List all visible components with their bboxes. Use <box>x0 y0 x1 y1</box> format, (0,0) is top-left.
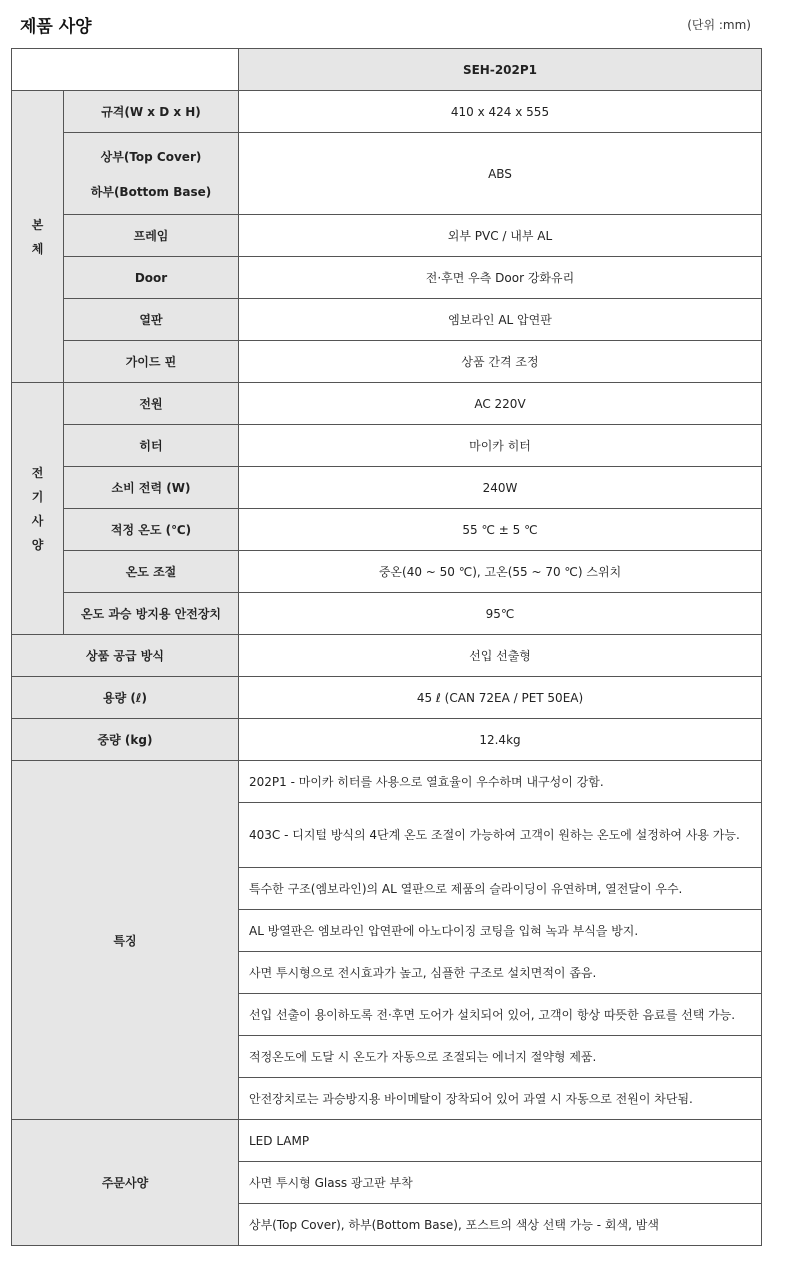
row-label: 열판 <box>64 299 239 341</box>
option-item: LED LAMP <box>239 1120 762 1162</box>
model-name: SEH-202P1 <box>239 49 762 91</box>
table-row <box>12 593 762 635</box>
row-value: 선입 선출형 <box>239 635 762 677</box>
row-value: 55 ℃ ± 5 ℃ <box>239 509 762 551</box>
row-label <box>64 133 239 215</box>
row-value: 중온(40 ~ 50 ℃), 고온(55 ~ 70 ℃) 스위치 <box>239 551 762 593</box>
table-row <box>12 383 762 425</box>
row-label: 온도 조절 <box>64 551 239 593</box>
feature-item: 안전장치로는 과승방지용 바이메탈이 장착되어 있어 과열 시 자동으로 전원이 차단됨. <box>239 1078 762 1120</box>
model-row <box>12 49 762 91</box>
group-label-electric <box>12 383 64 635</box>
row-label: 소비 전력 (W) <box>64 467 239 509</box>
unit-label: (단위 :mm) <box>687 18 751 32</box>
table-row <box>12 91 762 133</box>
options-label: 주문사양 <box>12 1120 239 1246</box>
feature-item: 사면 투시형으로 전시효과가 높고, 심플한 구조로 설치면적이 좁음. <box>239 952 762 994</box>
row-label: 온도 과승 방지용 안전장치 <box>64 593 239 635</box>
group-char: 체 <box>31 241 44 256</box>
row-label-top: 상부(Top Cover) <box>100 149 202 164</box>
row-value: 상품 간격 조정 <box>239 341 762 383</box>
row-value: 240W <box>239 467 762 509</box>
feature-item: AL 방열판은 엠보라인 압연판에 아노다이징 코팅을 입혀 녹과 부식을 방지. <box>239 910 762 952</box>
table-row <box>12 509 762 551</box>
option-item: 상부(Top Cover), 하부(Bottom Base), 포스트의 색상 선택 가능 - 회색, 밤색 <box>239 1204 762 1246</box>
row-label: 프레임 <box>64 215 239 257</box>
row-value: 전·후면 우측 Door 강화유리 <box>239 257 762 299</box>
table-row <box>12 1120 762 1162</box>
feature-item: 특수한 구조(엠보라인)의 AL 열판으로 제품의 슬라이딩이 유연하며, 열전달이 우수. <box>239 868 762 910</box>
feature-item: 적정온도에 도달 시 온도가 자동으로 조절되는 에너지 절약형 제품. <box>239 1036 762 1078</box>
row-value: ABS <box>239 133 762 215</box>
row-label: 전원 <box>64 383 239 425</box>
row-label: 용량 (ℓ) <box>12 677 239 719</box>
row-value: 12.4kg <box>239 719 762 761</box>
group-char: 기 <box>31 489 44 504</box>
row-label: Door <box>64 257 239 299</box>
group-char: 본 <box>31 217 44 232</box>
table-row <box>12 341 762 383</box>
table-row <box>12 215 762 257</box>
table-row <box>12 719 762 761</box>
row-label: 가이드 핀 <box>64 341 239 383</box>
corner-cell <box>12 49 239 91</box>
option-item: 사면 투시형 Glass 광고판 부착 <box>239 1162 762 1204</box>
group-char: 양 <box>31 537 44 552</box>
row-value: 45 ℓ (CAN 72EA / PET 50EA) <box>239 677 762 719</box>
row-label: 히터 <box>64 425 239 467</box>
table-row <box>12 425 762 467</box>
row-label: 중량 (kg) <box>12 719 239 761</box>
table-row <box>12 467 762 509</box>
page-title: 제품 사양 <box>20 17 92 37</box>
table-row <box>12 761 762 803</box>
feature-item: 202P1 - 마이카 히터를 사용으로 열효율이 우수하며 내구성이 강함. <box>239 761 762 803</box>
row-value: 95℃ <box>239 593 762 635</box>
table-row <box>12 299 762 341</box>
row-label: 규격(W x D x H) <box>64 91 239 133</box>
group-char: 사 <box>31 513 44 528</box>
feature-item: 선입 선출이 용이하도록 전·후면 도어가 설치되어 있어, 고객이 항상 따뜻한 음료를 선택 가능. <box>239 994 762 1036</box>
table-row <box>12 133 762 215</box>
group-char: 전 <box>31 465 44 480</box>
row-label: 적정 온도 (℃) <box>64 509 239 551</box>
table-row <box>12 635 762 677</box>
row-label: 상품 공급 방식 <box>12 635 239 677</box>
table-row <box>12 551 762 593</box>
table-row <box>12 677 762 719</box>
row-value: 마이카 히터 <box>239 425 762 467</box>
features-label: 특징 <box>12 761 239 1120</box>
spec-table <box>11 48 762 1246</box>
row-label-bottom: 하부(Bottom Base) <box>90 184 212 199</box>
table-row <box>12 257 762 299</box>
feature-item: 403C - 디지털 방식의 4단계 온도 조절이 가능하여 고객이 원하는 온도에 설정하여 사용 가능. <box>239 803 762 868</box>
group-label-body <box>12 91 64 383</box>
row-value: AC 220V <box>239 383 762 425</box>
row-value: 엠보라인 AL 압연판 <box>239 299 762 341</box>
row-value: 410 x 424 x 555 <box>239 91 762 133</box>
row-value: 외부 PVC / 내부 AL <box>239 215 762 257</box>
